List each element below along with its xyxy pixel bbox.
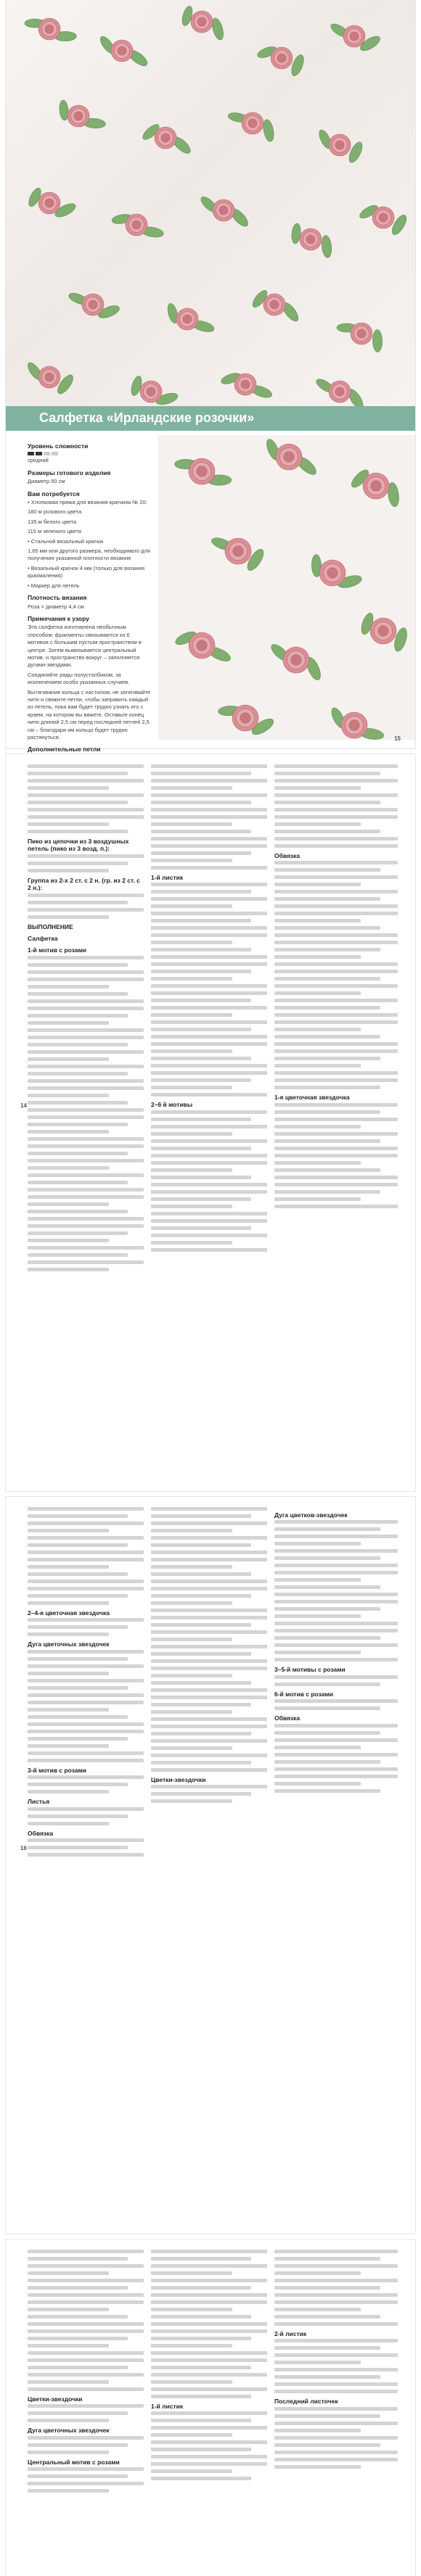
rose-motif: [126, 214, 147, 236]
notes-heading: Примечания к узору: [28, 614, 89, 622]
rose-motif: [271, 47, 293, 69]
notes-text: Эта салфетка изготовлена необычным способом: фрагменты связываются из 6 мотивов с большим пустым пространством в центре. Затем вывязывается центральный мотив, и пространство вокруг – заполняется дугами-звездами.: [28, 624, 142, 669]
section-heading: 1-я цветочная звездочка: [274, 1094, 350, 1102]
notes-extra: Соединяйте ряды полустолбиком, за исключением особо указанных случаев.: [28, 671, 130, 686]
rose-motif: [82, 294, 104, 315]
rose-motif: [351, 323, 372, 344]
page-one: [6, 0, 415, 754]
section-heading: Пико из цепочки из 3 воздушных петель (пико из 3 возд. п.):: [28, 838, 129, 853]
rose-motif: [372, 207, 394, 228]
need-item: 135 м белого цвета: [28, 518, 77, 525]
section-heading: 1-й листик: [151, 2403, 184, 2410]
leaf-motif: [321, 235, 332, 258]
doily-photo: [6, 0, 415, 406]
section-heading: Цветки-звездочки: [28, 2395, 83, 2403]
section-heading: Обвязка: [274, 1714, 301, 1722]
rose-motif: [155, 127, 176, 149]
section-heading: 2–4-я цветочная звездочка: [28, 1609, 110, 1617]
rose-motif: [213, 199, 234, 221]
page-title: Салфетка «Ирландские розочки»: [39, 410, 255, 425]
notes-tail: Вытягивание кольца с настилом, не затягивайте нити и свяжите петли, чтобы заправить каждый из петель, пока вам будет трудно узнать его с краем, на котором вы вяжете. Оставьте конец нити длиной 2,5 см перед последней петлей 2,5 см – благодаря им кольцо будет трудно растянуться.: [28, 688, 151, 740]
rose-motif: [191, 11, 213, 33]
need-item: • Вязальный крючок 4 мм (только для вязания крахмаления): [28, 564, 145, 579]
rose-motif: [343, 25, 365, 47]
roses-side-illustration: [158, 435, 415, 740]
section-heading: Цветки-звездочки: [151, 1776, 206, 1783]
text-column: [274, 2250, 398, 2472]
rose-motif: [189, 632, 215, 659]
density-value: Роза = диаметр 4,4 см: [28, 603, 84, 610]
leaf-motif: [372, 329, 383, 352]
leaf-motif: [262, 119, 276, 143]
section-heading: 1-й листик: [151, 874, 184, 881]
section-heading: 2-й листик: [274, 2330, 307, 2337]
text-column: [28, 2250, 144, 2496]
section-heading: Последний листочек: [274, 2398, 338, 2406]
section-heading: 1-й мотив с розами: [28, 946, 86, 954]
section-heading: ВЫПОЛНЕНИЕ: [28, 922, 73, 930]
section-heading: Обвязка: [28, 1829, 54, 1837]
section-heading: Салфетка: [28, 935, 58, 943]
level-value: средний: [28, 457, 49, 464]
rose-motif: [276, 444, 302, 470]
section-heading: Дуга цветков-звездочек: [274, 1511, 348, 1519]
text-column: [28, 1507, 144, 1860]
rose-motif: [300, 228, 322, 250]
density-heading: Плотность вязания: [28, 594, 87, 602]
section-heading: Листья: [28, 1798, 50, 1806]
page-number: 15: [394, 735, 401, 742]
info-column: [28, 438, 151, 804]
page-four: [6, 2239, 415, 2576]
page-number: 14: [20, 1102, 27, 1109]
title-bar: [6, 406, 415, 431]
section-heading: 2–6 й мотивы: [151, 1101, 193, 1109]
text-column: [151, 764, 267, 1255]
need-item: 1,65 мм или другого размера, необходимого для получения указанной плотности вязания: [28, 548, 150, 562]
need-item: • Хлопковая пряжа для вязания крючком № 20:: [28, 499, 147, 506]
rose-motif: [341, 712, 367, 738]
rose-motif: [38, 366, 60, 388]
section-heading: Центральный мотив с розами: [28, 2458, 120, 2466]
need-item: • Стальной вязальный крючок: [28, 537, 104, 545]
difficulty-meter: [28, 452, 151, 455]
rose-motif: [38, 192, 60, 214]
rose-motif: [111, 40, 133, 62]
rose-motif: [319, 560, 346, 586]
section-heading: Дуга цветочных звездочек: [28, 2427, 110, 2435]
rose-motif: [189, 458, 215, 484]
section-heading: Группа из 2-х 2 ст. с 2 н. (гр. из 2 ст. с 2 н.):: [28, 876, 140, 892]
doily-side-photo: [158, 435, 415, 740]
section-heading: Обвязка: [274, 852, 301, 859]
roses-illustration: [6, 0, 415, 406]
section-heading: 3-й мотив с розами: [28, 1766, 86, 1774]
need-heading: Вам потребуется: [28, 490, 80, 498]
rose-motif: [176, 308, 198, 330]
rose-motif: [38, 18, 60, 40]
rose-motif: [263, 294, 285, 315]
page-number: 16: [20, 1845, 27, 1852]
level-heading: Уровень сложности: [28, 442, 89, 450]
text-column: [274, 764, 398, 1212]
rose-motif: [283, 647, 309, 673]
text-column: [28, 764, 144, 1275]
need-item: • Маркер для петель: [28, 582, 80, 589]
section-heading: Дуга цветочных звездочек: [28, 1640, 110, 1648]
text-column: [274, 1507, 398, 1796]
rose-motif: [329, 134, 351, 156]
need-item: 180 м розового цвета: [28, 508, 82, 516]
rose-motif: [140, 381, 162, 402]
size-value: Диаметр 50 см: [28, 478, 65, 485]
size-heading: Размеры готового изделия: [28, 468, 111, 476]
page-three: [6, 1497, 415, 2234]
text-column: [151, 1507, 267, 1807]
rose-motif: [225, 538, 251, 564]
rose-motif: [234, 373, 256, 395]
page-two: [6, 754, 415, 1491]
section-heading: 6-й мотив с розами: [274, 1690, 333, 1698]
need-item: 115 м зеленого цвета: [28, 528, 81, 535]
rose-motif: [68, 105, 89, 127]
rose-motif: [242, 112, 263, 134]
rose-motif: [363, 473, 389, 499]
section-heading: 3–5-й мотивы с розами: [274, 1666, 346, 1674]
rose-motif: [329, 381, 351, 402]
extra-heading: Дополнительные петли: [28, 746, 101, 754]
rose-motif: [370, 618, 396, 644]
text-column: [151, 2250, 267, 2484]
rose-motif: [232, 705, 258, 731]
